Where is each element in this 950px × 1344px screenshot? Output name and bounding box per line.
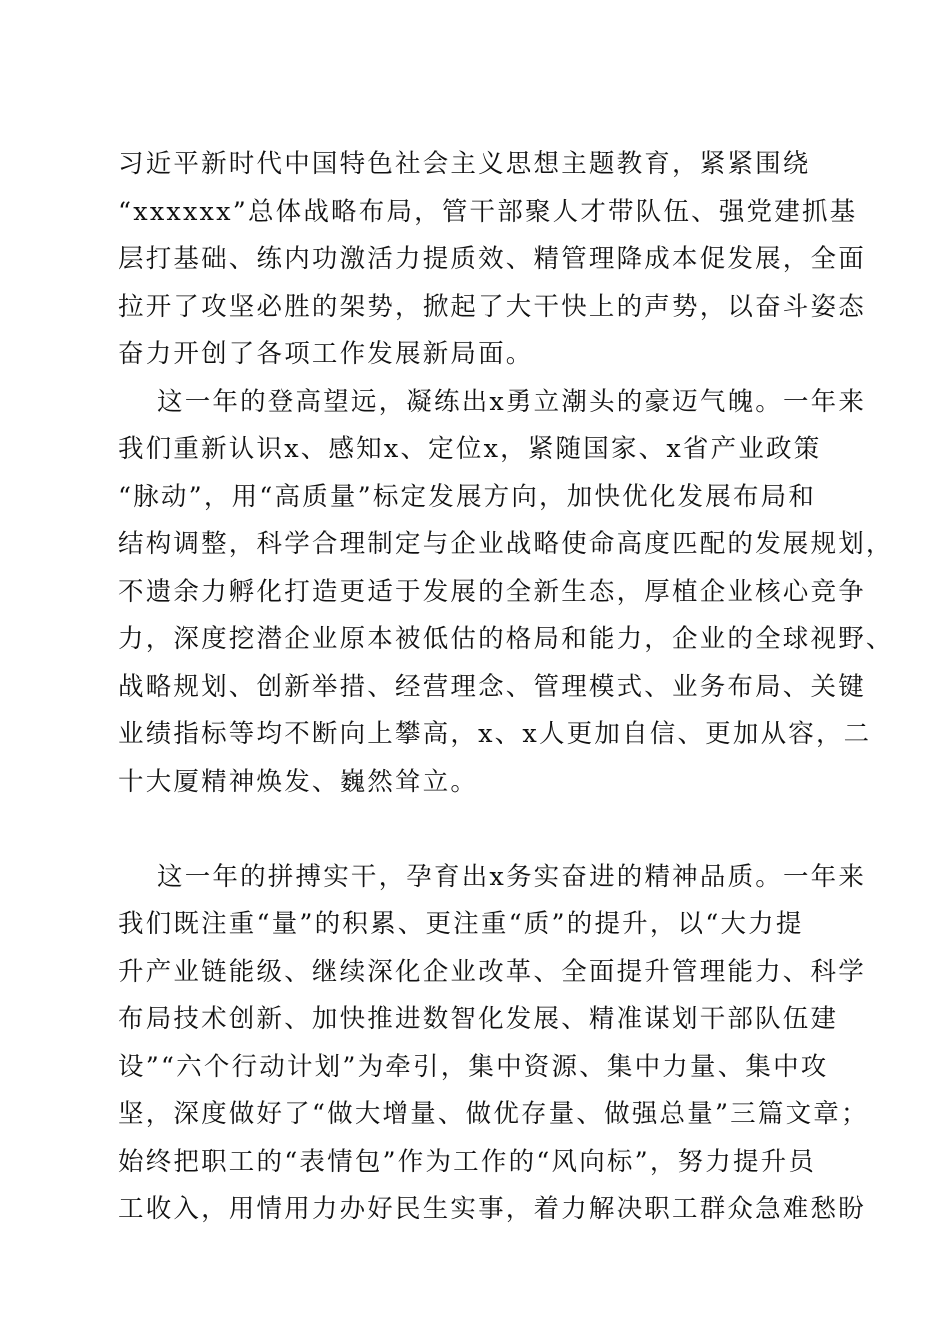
text-line: 设”“六个行动计划”为牵引，集中资源、集中力量、集中攻 [118, 1051, 829, 1082]
text-line: 布局技术创新、加快推进数智化发展、精准谋划干部队伍建 [118, 1004, 839, 1034]
text-line: 始终把职工的“表情包”作为工作的“风向标”，努力提升员 [118, 1146, 817, 1177]
text-line: 我们重新认识x、感知x、定位x，紧随国家、x省产业政策 [118, 434, 822, 464]
paragraph-2 [118, 379, 894, 854]
paragraph-1 [118, 141, 866, 379]
text-line [118, 806, 830, 854]
text-line: 工收入，用情用力办好民生实事，着力解决职工群众急难愁盼 [118, 1194, 866, 1224]
text-line: 这一年的拼搏实干，孕育出x务实奋进的精神品质。一年来 [157, 861, 867, 892]
text-line: 业绩指标等均不断向上攀高，x、x人更加自信、更加从容，二 [118, 719, 872, 749]
paragraph-3 [118, 854, 869, 1234]
text-line: 结构调整，科学合理制定与企业战略使命高度匹配的发展规划， [118, 529, 894, 559]
text-line: 层打基础、练内功激活力提质效、精管理降成本促发展，全面 [118, 244, 866, 274]
text-line: “脉动”，用“高质量”标定发展方向，加快优化发展布局和 [118, 481, 817, 512]
document-body [118, 141, 894, 1234]
text-line: 力，深度挖潜企业原本被低估的格局和能力，企业的全球视野、 [118, 624, 894, 654]
text-line: 这一年的登高望远，凝练出x勇立潮头的豪迈气魄。一年来 [157, 386, 867, 417]
text-line: 坚，深度做好了“做大增量、做优存量、做强总量”三篇文章； [118, 1099, 869, 1129]
text-line: 奋力开创了各项工作发展新局面。 [118, 339, 534, 369]
text-line: 战略规划、创新举措、经营理念、管理模式、业务布局、关键 [118, 671, 866, 702]
text-line: 十大厦精神焕发、巍然耸立。 [118, 766, 479, 797]
text-line: 不遗余力孵化打造更适于发展的全新生态，厚植企业核心竞争 [118, 576, 866, 607]
text-line: 升产业链能级、继续深化企业改革、全面提升管理能力、科学 [118, 956, 866, 987]
text-line: 我们既注重“量”的积累、更注重“质”的提升，以“大力提 [118, 909, 804, 939]
text-line: 拉开了攻坚必胜的架势，掀起了大干快上的声势，以奋斗姿态 [118, 291, 866, 322]
text-line: “xxxxxx”总体战略布局，管干部聚人才带队伍、强党建抓基 [118, 196, 858, 227]
text-line: 习近平新时代中国特色社会主义思想主题教育，紧紧围绕 [118, 149, 811, 179]
